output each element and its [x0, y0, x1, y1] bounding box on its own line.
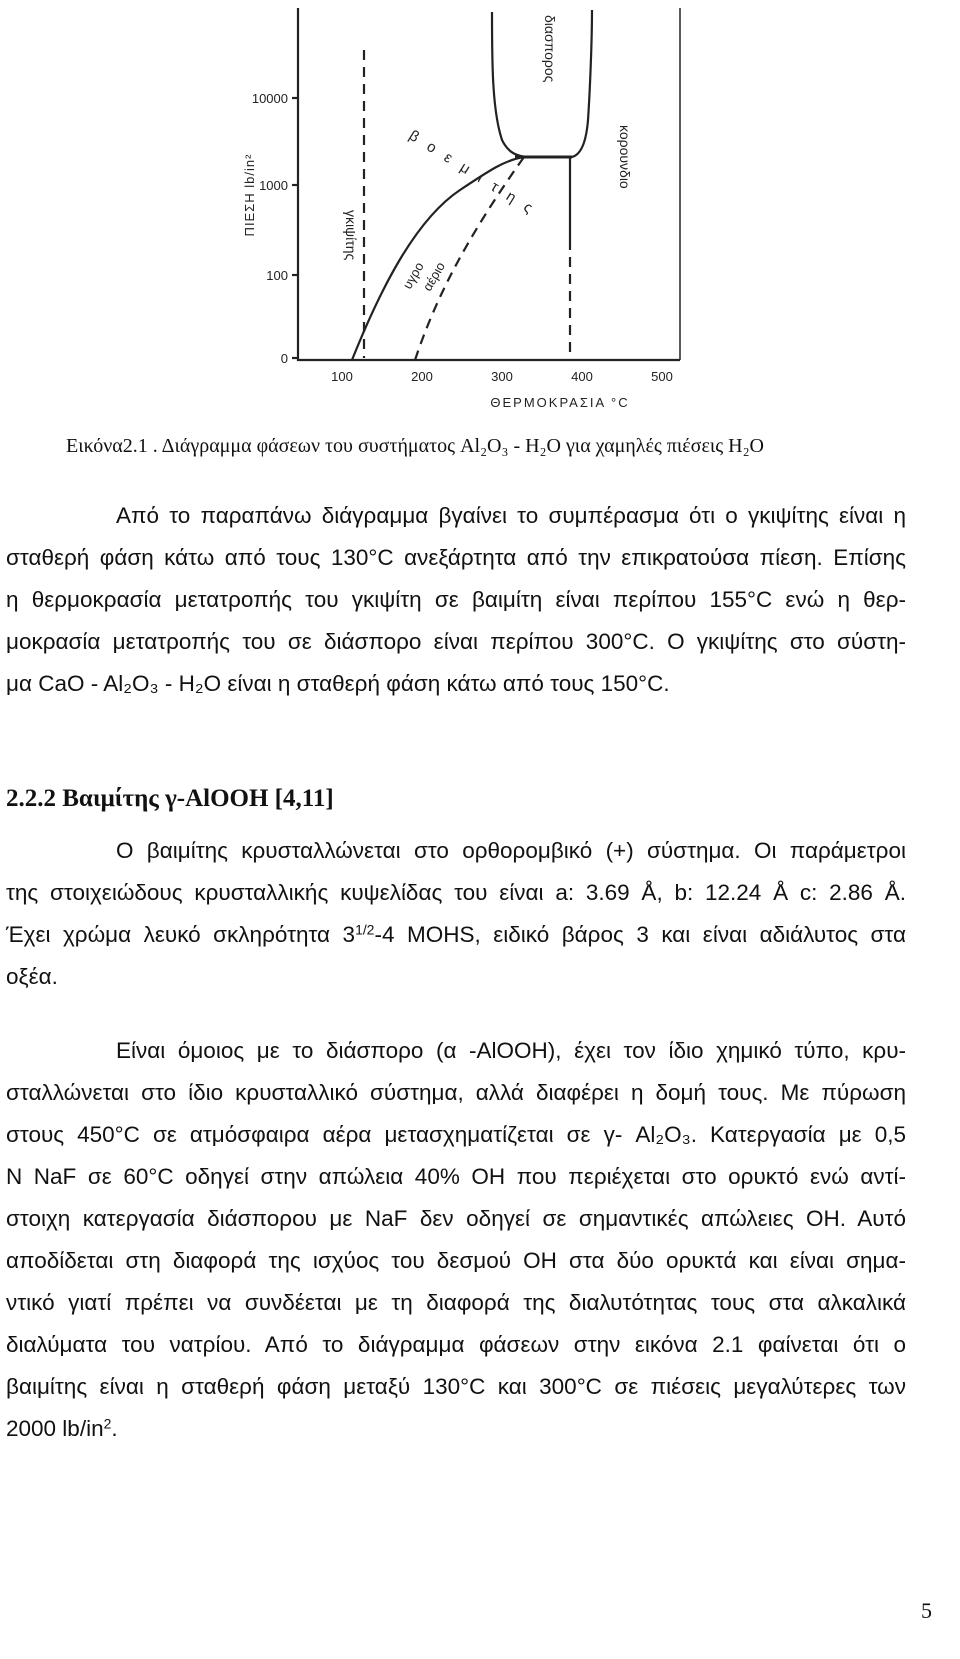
y-tick-10000: 10000	[251, 91, 288, 106]
section-heading: 2.2.2 Βαιμίτης γ-AlOOH [4,11]	[6, 785, 334, 812]
p2-line-1: Ο βαιμίτης κρυσταλλώνεται στο ορθορομβικό (+) σύστημα. Οι παράμετροι	[116, 838, 906, 863]
p1-line-2: σταθερή φάση κάτω από τους 130°C ανεξάρτητα από την επικρατούσα πίεση. Επίσης	[6, 545, 906, 570]
y-axis-label: ΠΙΕΣΗ lb/in²	[242, 153, 257, 237]
p1-line-1: Από το παραπάνω διάγραμμα βγαίνει το συμπέρασμα ότι ο γκιψίτης είναι η	[116, 503, 906, 528]
region-label-corundum: κορουνδιο	[617, 125, 633, 189]
p3-line-7: ντικό γιατί πρέπει να συνδέεται με τη διαφορά της διαλυτότητας τους στα αλκαλικά	[6, 1290, 906, 1315]
region-label-boehmite: β ο ε μ ι τ η ς	[405, 126, 539, 219]
p2-line-2: της στοιχειώδους κρυσταλλικής κυψελίδας του είναι a: 3.69 Å, b: 12.24 Å c: 2.86 Å.	[6, 880, 906, 905]
region-label-gibbsite: γκιψίτης	[343, 210, 359, 261]
x-tick-500: 500	[651, 369, 673, 384]
region-label-diaspore: διασπορος	[542, 15, 558, 83]
x-tick-200: 200	[411, 369, 433, 384]
p3-line-3: στους 450°C σε ατμόσφαιρα αέρα μετασχηματίζεται σε γ- Al₂O₃. Κατεργασία με 0,5	[6, 1122, 906, 1147]
p3-line-10	[6, 1408, 906, 1450]
p1-line-5: μα CaO - Al₂O₃ - H₂O είναι η σταθερή φάση κάτω από τους 150°C.	[6, 671, 670, 696]
p3-line-1: Είναι όμοιος με το διάσπορο (α -AlOOH), έχει τον ίδιο χημικό τύπο, κρυ-	[116, 1038, 906, 1063]
p3-line-10-a: 2000 lb/in	[6, 1416, 104, 1441]
x-axis-label: ΘΕΡΜΟΚΡΑΣΙΑ °C	[490, 395, 630, 410]
diaspore-boundary	[492, 10, 592, 157]
p2-line-3-a: Έχει χρώμα λευκό σκληρότητα 3	[6, 922, 356, 947]
p3-line-10-b: .	[111, 1416, 118, 1441]
p3-line-9: βαιμίτης είναι η σταθερή φάση μεταξύ 130°C και 300°C σε πιέσεις μεγαλύτερες των	[6, 1374, 906, 1399]
p3-line-6: αποδίδεται στη διαφορά της ισχύος του δεσμού ΟΗ στα δύο ορυκτά και είναι σημα-	[6, 1248, 906, 1273]
page-number: 5	[921, 1598, 932, 1623]
y-tick-0: 0	[280, 351, 288, 366]
p1-line-4: μοκρασία μετατροπής του σε διάσπορο είναι περίπου 300°C. Ο γκιψίτης στο σύστη-	[6, 629, 906, 654]
p1-line-3: η θερμοκρασία μετατροπής του γκιψίτη σε βαιμίτη είναι περίπου 155°C ενώ η θερ-	[6, 587, 906, 612]
p3-line-10-sup: 2	[103, 1415, 112, 1432]
p3-line-2: σταλλώνεται στο ίδιο κρυσταλλικό σύστημα, αλλά διαφέρει η δομή τους. Με πύρωση	[6, 1080, 906, 1105]
p2-line-3-sup: 1/2	[355, 921, 375, 938]
p2-line-3-b: -4 MOHS, ειδικό βάρος 3 και είναι αδιάλυτος στα	[374, 922, 906, 947]
paragraph-1	[6, 495, 906, 705]
y-tick-1000: 1000	[259, 178, 288, 193]
p2-line-4: οξέα.	[6, 964, 58, 989]
region-label-gas: αέριο	[419, 259, 449, 294]
p3-line-4: N NaF σε 60°C οδηγεί στην απώλεια 40% OH που περιέχεται στο ορυκτό ενώ αντί-	[6, 1164, 906, 1189]
paragraph-2	[6, 830, 906, 998]
paragraph-3	[6, 1030, 906, 1450]
x-tick-400: 400	[571, 369, 593, 384]
x-tick-100: 100	[331, 369, 353, 384]
p2-line-3	[6, 914, 906, 956]
figure-caption: Εικόνα2.1 . Διάγραμμα φάσεων του συστήματος Al₂O₃ - H₂O για χαμηλές πιέσεις H₂O	[66, 435, 764, 457]
p3-line-5: στοιχη κατεργασία διάσπορου με NaF δεν οδηγεί σε σημαντικές απώλειες ΟΗ. Αυτό	[6, 1206, 906, 1231]
region-label-liquid: υγρο	[399, 259, 427, 292]
x-tick-300: 300	[491, 369, 513, 384]
phase-diagram-figure	[240, 0, 720, 440]
y-tick-100: 100	[266, 268, 288, 283]
p3-line-8: διαλύματα του νατρίου. Από το διάγραμμα φάσεων στην εικόνα 2.1 φαίνεται ότι ο	[6, 1332, 906, 1357]
